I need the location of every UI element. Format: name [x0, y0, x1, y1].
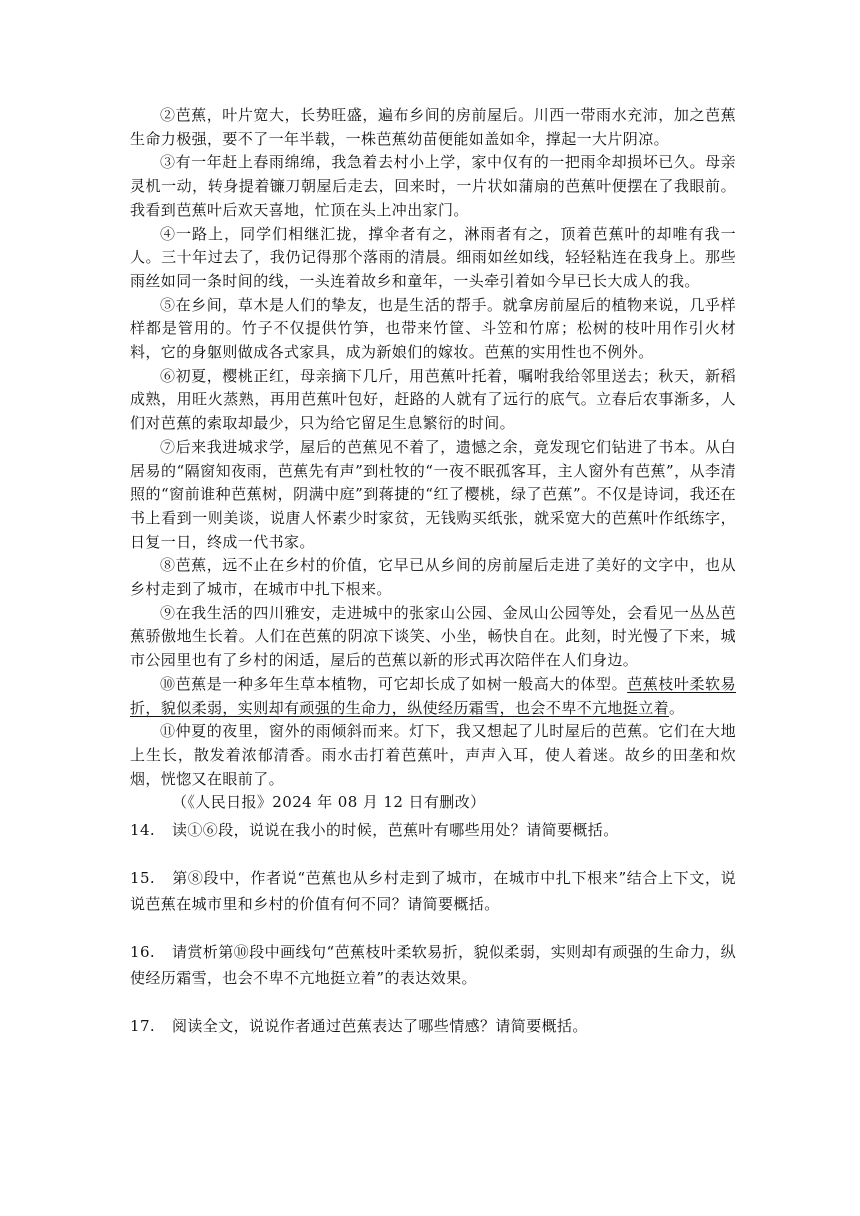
question-text: 第⑧段中，作者说“芭蕉也从乡村走到了城市，在城市中扎下根来”结合上下文，说说芭蕉在城市里和乡村的价值有何不同？请简要概括。 — [130, 869, 736, 914]
question-number: 14. — [130, 821, 156, 840]
question-14 — [130, 817, 736, 843]
question-number: 17. — [130, 1017, 156, 1036]
article-source: （《人民日报》2024 年 08 月 12 日有删改） — [172, 793, 486, 812]
article-body — [130, 104, 736, 1061]
underlined-sentence: 芭蕉枝叶柔软易折，貌似柔弱，实则却有顽强的生命力，纵使经历霜雪，也会不卑不亢地挺立着 — [130, 674, 736, 717]
question-text: 读①⑥段，说说在我小的时候，芭蕉叶有哪些用处？请简要概括。 — [172, 821, 619, 840]
paragraph-9: ⑨在我生活的四川雅安，走进城中的张家山公园、金凤山公园等处，会看见一丛丛芭蕉骄傲地生长着。人们在芭蕉的阴凉下谈笑、小坐，畅快自在。此刻，时光慢了下来，城市公园里也有了乡村的闲适，屋后的芭蕉以新的形式再次陪伴在人们身边。 — [130, 603, 736, 670]
paragraph-3: ③有一年赶上春雨绵绵，我急着去村小上学，家中仅有的一把雨伞却损坏已久。母亲灵机一动，转身提着镰刀朝屋后走去，回来时，一片状如蒲扇的芭蕉叶便摆在了我眼前。我看到芭蕉叶后欢天喜地，忙顶在头上冲出家门。 — [130, 153, 736, 219]
question-15 — [130, 865, 736, 917]
paragraph-10-text: ⑩芭蕉是一种多年生草本植物，可它却长成了如树一般高大的体型。 — [160, 674, 628, 693]
question-number: 16. — [130, 943, 156, 962]
paragraph-7: ⑦后来我进城求学，屋后的芭蕉见不着了，遗憾之余，竟发现它们钻进了书本。从白居易的“隔窗知夜雨，芭蕉先有声”到杜牧的“一夜不眠孤客耳，主人窗外有芭蕉”，从李清照的“窗前谁种芭蕉树，阴满中庭”到蒋捷的“红了樱桃，绿了芭蕉”。不仅是诗词，我还在书上看到一则美谈，说唐人怀素少时家贫，无钱购买纸张，就采宽大的芭蕉叶作纸练字，日复一日，终成一代书家。 — [130, 437, 736, 551]
paragraph-8: ⑧芭蕉，远不止在乡村的价值，它早已从乡间的房前屋后走进了美好的文字中，也从乡村走到了城市，在城市中扎下根来。 — [130, 556, 736, 599]
paragraph-5: ⑤在乡间，草木是人们的挚友，也是生活的帮手。就拿房前屋后的植物来说，几乎样样都是管用的。竹子不仅提供竹笋，也带来竹筐、斗笠和竹席；松树的枝叶用作引火材料，它的身躯则做成各式家具，成为新娘们的嫁妆。芭蕉的实用性也不例外。 — [130, 295, 736, 362]
question-number: 15. — [130, 869, 156, 888]
question-16 — [130, 939, 736, 991]
paragraph-10 — [130, 673, 736, 720]
question-list — [130, 817, 736, 1039]
question-text: 阅读全文，说说作者通过芭蕉表达了哪些情感？请简要概括。 — [172, 1017, 588, 1036]
paragraph-11: ⑪仲夏的夜里，窗外的雨倾斜而来。灯下，我又想起了儿时屋后的芭蕉。它们在大地上生长，散发着浓郁清香。雨水击打着芭蕉叶，声声入耳，使人着迷。故乡的田垄和炊烟，恍惚又在眼前了。 — [130, 722, 736, 788]
question-text: 请赏析第⑩段中画线句“芭蕉枝叶柔软易折，貌似柔弱，实则却有顽强的生命力，纵使经历霜雪，也会不卑不亢地挺立着”的表达效果。 — [130, 943, 736, 988]
paragraph-6: ⑥初夏，樱桃正红，母亲摘下几斤，用芭蕉叶托着，嘱咐我给邻里送去；秋天，新稻成熟，用旺火蒸熟，再用芭蕉叶包好，赶路的人就有了远行的底气。立春后农事渐多，人们对芭蕉的索取却最少，只为给它留足生息繁衍的时间。 — [130, 366, 736, 433]
paragraph-2: ②芭蕉，叶片宽大，长势旺盛，遍布乡间的房前屋后。川西一带雨水充沛，加之芭蕉生命力极强，要不了一年半载，一株芭蕉幼苗便能如盖如伞，撑起一大片阴凉。 — [130, 106, 736, 148]
paragraph-10-end: 。 — [669, 698, 685, 717]
paragraph-4: ④一路上，同学们相继汇拢，撑伞者有之，淋雨者有之，顶着芭蕉叶的却唯有我一人。三十年过去了，我仍记得那个落雨的清晨。细雨如丝如线，轻轻粘连在我身上。那些雨丝如同一条时间的线，一头连着故乡和童年，一头牵引着如今早已长大成人的我。 — [130, 224, 736, 290]
question-17 — [130, 1013, 736, 1039]
